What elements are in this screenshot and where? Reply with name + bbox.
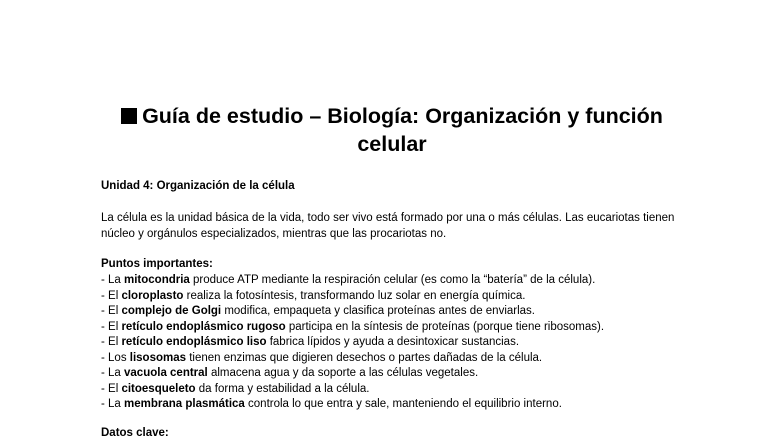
point-text: almacena agua y da soporte a las células vegetales. [207,367,479,379]
list-item [101,273,721,289]
point-term: vacuola central [124,367,208,379]
point-term: lisosomas [129,351,187,364]
point-prefix: - La [101,398,125,410]
key-data-heading: Datos clave: [101,427,169,439]
point-prefix: - El [101,305,122,317]
list-item [101,351,721,367]
unit-heading: Unidad 4: Organización de la célula [101,180,295,192]
intro-paragraph: La célula es la unidad básica de la vida, todo ser vivo está formado por una o más células. Las eucariotas tienen núcleo y orgánulos especializados, mientras que las procariotas no. [101,212,675,240]
point-term: membrana plasmática [124,398,245,410]
black-square-icon [121,108,137,124]
point-text: realiza la fotosíntesis, transformando luz solar en energía química. [183,289,526,302]
point-term: citoesqueleto [121,382,196,395]
list-item [101,320,721,336]
point-term: mitocondria [124,274,190,286]
point-prefix: - La [101,274,125,286]
point-prefix: - El [101,336,122,348]
page-title-text: Guía de estudio – Biología: Organización y función celular [142,104,663,156]
point-text: modifica, empaqueta y clasifica proteínas antes de enviarlas. [221,305,536,317]
point-text: tienen enzimas que digieren desechos o partes dañadas de la célula. [186,351,543,364]
point-prefix: - La [101,367,125,379]
page-title [90,102,694,158]
point-text: controla lo que entra y sale, manteniendo el equilibrio interno. [244,398,562,410]
list-item [101,382,721,398]
point-prefix: - Los [101,351,130,364]
point-text: participa en la síntesis de proteínas (porque tiene ribosomas). [285,320,605,333]
point-prefix: - El [101,320,122,333]
point-prefix: - El [101,382,122,395]
points-list [101,273,721,413]
points-heading: Puntos importantes: [101,258,213,270]
list-item [101,335,721,351]
list-item [101,304,721,320]
point-prefix: - El [101,289,122,302]
point-term: retículo endoplásmico liso [121,336,267,348]
point-term: complejo de Golgi [121,305,222,317]
point-text: da forma y estabilidad a la célula. [195,382,370,395]
point-term: retículo endoplásmico rugoso [121,320,286,333]
list-item [101,366,721,382]
point-text: fabrica lípidos y ayuda a desintoxicar sustancias. [266,336,520,348]
list-item [101,289,721,305]
list-item [101,397,721,413]
point-text: produce ATP mediante la respiración celular (es como la “batería” de la célula). [189,274,596,286]
point-term: cloroplasto [121,289,184,302]
